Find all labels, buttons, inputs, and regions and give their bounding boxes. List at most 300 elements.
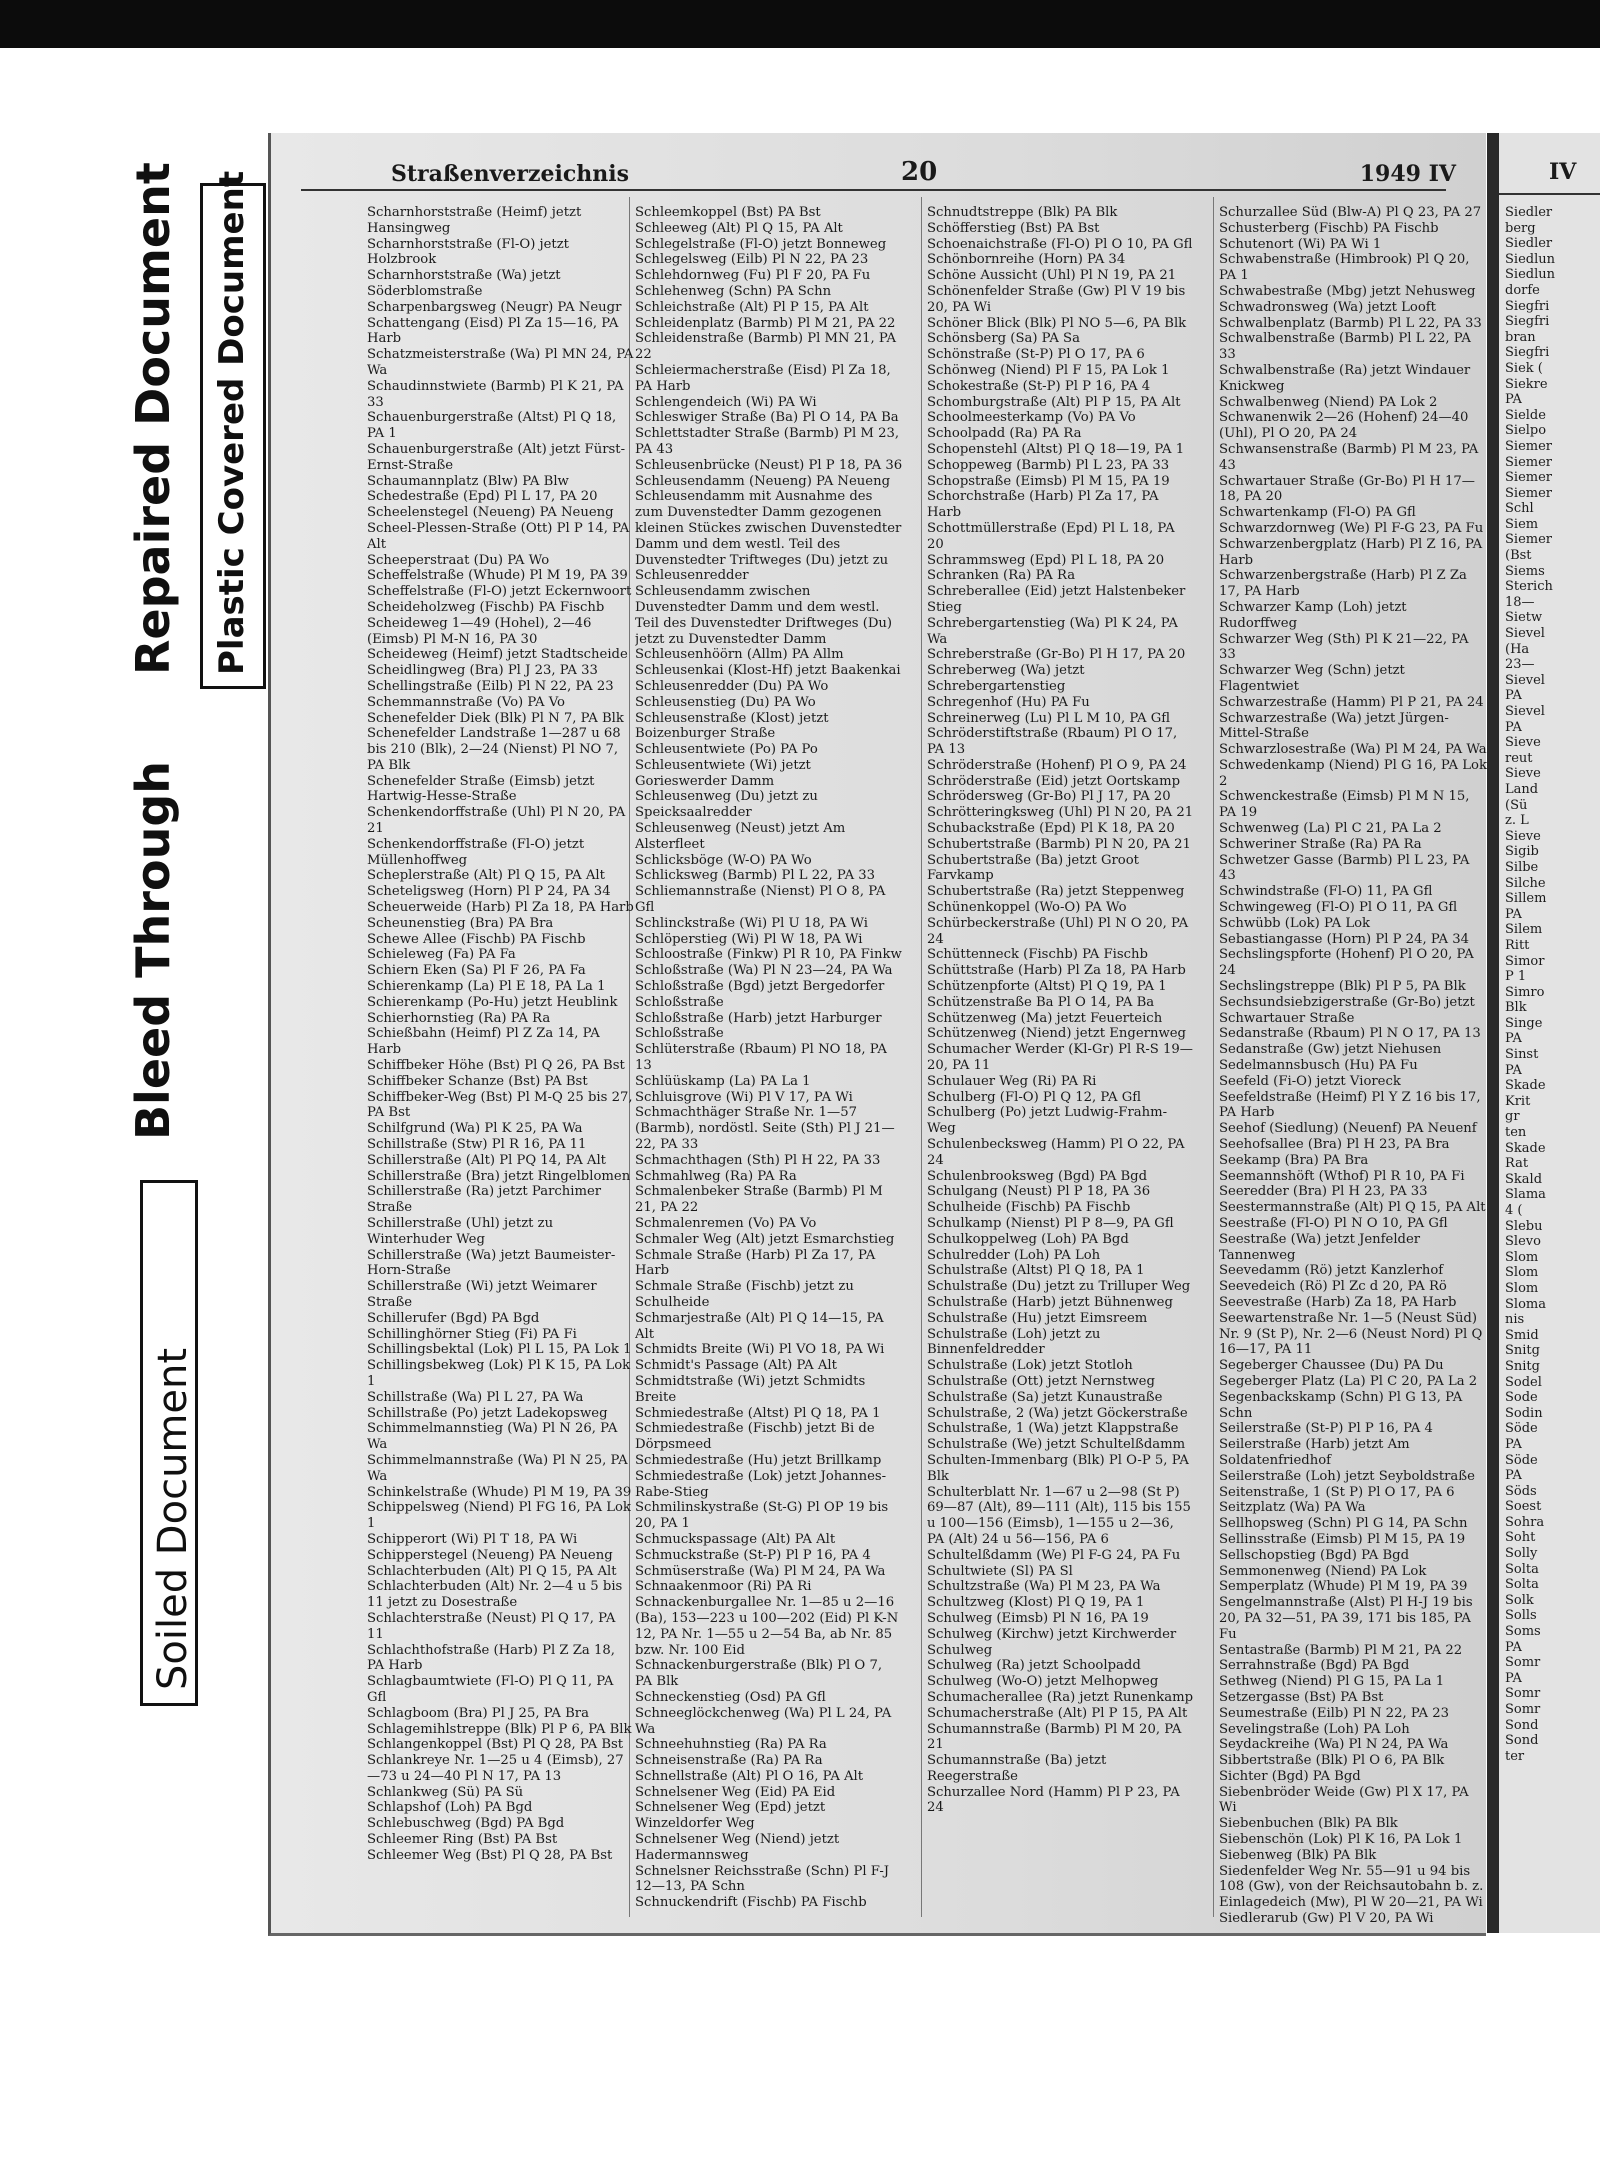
street-entry: Sichter (Bgd) PA Bgd — [1219, 1768, 1361, 1784]
street-entry: Schnelsener Weg (Niend) jetzt Hadermannsweg — [635, 1832, 840, 1863]
street-entry: Schokestraße (St-P) Pl P 16, PA 4 — [927, 378, 1151, 394]
street-entry: Schubertstraße (Barmb) Pl N 20, PA 21 — [927, 836, 1191, 852]
next-page-entry: Siedlun — [1505, 251, 1555, 267]
street-entry: Sengelmannstraße (Alst) Pl H-J 19 bis 20, PA 32—51, PA 39, 171 bis 185, PA Fu — [1219, 1595, 1473, 1642]
street-entry: Schenefelder Straße (Eimsb) jetzt Hartwig-Hesse-Straße — [367, 773, 595, 805]
street-entry: Schnelsener Weg (Eid) PA Eid — [635, 1784, 836, 1800]
street-entry: Schwarzestraße (Wa) jetzt Jürgen-Mittel-Straße — [1219, 710, 1449, 742]
page-header-title: Straßenverzeichnis — [391, 161, 629, 187]
page-gutter — [1487, 133, 1499, 1933]
street-entry: Schmiedestraße (Altst) Pl Q 18, PA 1 — [635, 1405, 881, 1421]
street-entry: Schloßstraße (Bgd) jetzt Bergedorfer Schloßstraße — [635, 979, 885, 1010]
street-entry: Schreberallee (Eid) jetzt Halstenbeker Stieg — [927, 584, 1186, 615]
street-entry: Schwalbenplatz (Barmb) Pl L 22, PA 33 — [1219, 315, 1482, 331]
street-entry: Schulredder (Loh) PA Loh — [927, 1247, 1101, 1263]
next-page-entry: 18— — [1505, 594, 1535, 610]
street-entry: Schmachthäger Straße Nr. 1—57 (Barmb), nordöstl. Seite (Sth) Pl J 21—22, PA 33 — [635, 1105, 895, 1153]
street-entry: Scharnhorststraße (Wa) jetzt Söderblomstraße — [367, 268, 561, 299]
next-page-entry: Snitg — [1505, 1358, 1540, 1374]
street-entry: Schliemannstraße (Nienst) Pl O 8, PA Gfl — [635, 884, 886, 916]
next-page-entry: Slom — [1505, 1280, 1539, 1296]
street-entry: Schönstraße (St-P) Pl O 17, PA 6 — [927, 347, 1145, 363]
street-entry: Schmale Straße (Harb) Pl Za 17, PA Harb — [635, 1247, 876, 1279]
street-entry: Schedestraße (Epd) Pl L 17, PA 20 — [367, 489, 598, 505]
next-page-entry: Siedlun — [1505, 267, 1555, 283]
street-entry: Segeberger Platz (La) Pl C 20, PA La 2 — [1219, 1373, 1478, 1389]
next-page-entry: Sielpo — [1505, 423, 1547, 439]
street-entry: Serrahnstraße (Bgd) PA Bgd — [1219, 1658, 1410, 1674]
street-entry: Sellschopstieg (Bgd) PA Bgd — [1219, 1547, 1410, 1563]
street-entry: Schrödersweg (Gr-Bo) Pl J 17, PA 20 — [927, 789, 1171, 805]
next-page-entry: Siek ( — [1505, 360, 1543, 376]
street-entry: Schulstraße, 2 (Wa) jetzt Göckerstraße — [927, 1405, 1188, 1421]
street-entry: Schulstraße (Harb) jetzt Bühnenweg — [927, 1294, 1173, 1310]
street-entry: Schultzstraße (Wa) Pl M 23, PA Wa — [927, 1579, 1161, 1595]
street-entry: Seydackreihe (Wa) Pl N 24, PA Wa — [1219, 1737, 1449, 1753]
street-entry: Schlachthofstraße (Harb) Pl Z Za 18, PA Harb — [367, 1642, 615, 1674]
street-entry: Schröderstraße (Eid) jetzt Oortskamp — [927, 773, 1181, 789]
street-entry: Siebenbröder Weide (Gw) Pl X 17, PA Wi — [1219, 1784, 1469, 1816]
street-entry: Schleidenplatz (Barmb) Pl M 21, PA 22 — [635, 315, 896, 331]
street-entry: Schierenkamp (Po-Hu) jetzt Heublink — [367, 994, 618, 1010]
next-page-entry: Sodel — [1505, 1374, 1542, 1390]
street-entry: Schultwiete (Sl) PA Sl — [927, 1563, 1073, 1579]
next-page-entry: Siegfri — [1505, 314, 1550, 330]
street-entry: Seilerstraße (Loh) jetzt Seyboldstraße — [1219, 1468, 1475, 1484]
next-page-entry: Land — [1505, 781, 1539, 797]
street-entry: Scheteligsweg (Horn) Pl P 24, PA 34 — [367, 884, 611, 900]
street-entry: Siebenbuchen (Blk) PA Blk — [1219, 1816, 1398, 1832]
next-page-entry: ten — [1505, 1125, 1527, 1141]
street-entry: Scheel-Plessen-Straße (Ott) Pl P 14, PA Alt — [367, 520, 630, 552]
street-entry: Seilerstraße (Harb) jetzt Am Soldatenfriedhof — [1219, 1437, 1410, 1468]
next-page-entry: Skade — [1505, 1078, 1546, 1094]
page-number: 20 — [901, 157, 938, 187]
street-entry: Schmilinskystraße (St-G) Pl OP 19 bis 20, PA 1 — [635, 1500, 889, 1532]
street-entry: Schützenpforte (Altst) Pl Q 19, PA 1 — [927, 979, 1167, 995]
street-entry: Schnackenburgerstraße (Blk) Pl O 7, PA Blk — [635, 1658, 883, 1690]
street-entry: Schüttenneck (Fischb) PA Fischb — [927, 947, 1148, 963]
street-entry: Schulstraße, 1 (Wa) jetzt Klappstraße — [927, 1421, 1179, 1437]
next-page-entry: Singe — [1505, 1015, 1543, 1031]
next-page-entry: Solta — [1505, 1577, 1539, 1593]
next-page-entry: dorfe — [1505, 282, 1540, 298]
street-entry: Schulweg (Ra) jetzt Schoolpadd — [927, 1658, 1141, 1674]
street-entry: Schwarzer Kamp (Loh) jetzt Rudorffweg — [1219, 599, 1407, 631]
next-page-entry: Siedler — [1505, 236, 1553, 252]
street-entry: Schleemkoppel (Bst) PA Bst — [635, 205, 821, 220]
next-page-entry: Siemer — [1505, 485, 1552, 501]
street-entry: Schmale Straße (Fischb) jetzt zu Schulheide — [635, 1279, 854, 1310]
street-entry: Schulenbecksweg (Hamm) Pl O 22, PA 24 — [927, 1137, 1185, 1168]
street-entry: Schulgang (Neust) Pl P 18, PA 36 — [927, 1184, 1151, 1200]
street-entry: Schweriner Straße (Ra) PA Ra — [1219, 836, 1422, 852]
street-entry: Schmiedestraße (Fischb) jetzt Bi de Dörpsmeed — [635, 1421, 875, 1453]
street-entry: Schnuckendrift (Fischb) PA Fischb — [635, 1895, 867, 1911]
next-page-entry: Sievel — [1505, 704, 1545, 719]
next-page-entry: Söde — [1505, 1452, 1538, 1468]
street-entry: Schaudinnstwiete (Barmb) Pl K 21, PA 33 — [367, 378, 624, 410]
street-entry: Siebenschön (Lok) Pl K 16, PA Lok 1 — [1219, 1832, 1463, 1848]
street-entry: Seeredder (Bra) Pl H 23, PA 33 — [1219, 1184, 1428, 1200]
street-entry: Setzergasse (Bst) PA Bst — [1219, 1689, 1384, 1705]
street-entry: Scharpenbargsweg (Neugr) PA Neugr — [367, 299, 622, 315]
scanner-border-top — [0, 0, 1600, 48]
street-entry: Schlengendeich (Wi) PA Wi — [635, 394, 817, 410]
street-entry: Schmuckspassage (Alt) PA Alt — [635, 1531, 836, 1547]
street-entry: Sevelingstraße (Loh) PA Loh — [1219, 1721, 1410, 1737]
page-header — [301, 157, 1456, 191]
street-entry: Sethweg (Niend) Pl G 15, PA La 1 — [1219, 1674, 1445, 1690]
street-entry: Schierenkamp (La) Pl E 18, PA La 1 — [367, 979, 606, 995]
street-entry: Schenefelder Diek (Blk) Pl N 7, PA Blk — [367, 710, 624, 726]
street-entry: Schützenweg (Ma) jetzt Feuerteich — [927, 1010, 1163, 1026]
street-entry: Schellingstraße (Eilb) Pl N 22, PA 23 — [367, 678, 614, 694]
next-page-entry: (Sü — [1505, 797, 1528, 813]
street-entry: Schleemer Ring (Bst) PA Bst — [367, 1832, 558, 1848]
street-entry: Schmahlweg (Ra) PA Ra — [635, 1168, 797, 1184]
street-entry: Schultelßdamm (We) Pl F-G 24, PA Fu — [927, 1547, 1181, 1563]
street-entry: Schleusendamm (Neueng) PA Neueng — [635, 473, 891, 489]
street-entry: Schnudtstreppe (Blk) PA Blk — [927, 205, 1118, 220]
street-entry: Schleusenstraße (Klost) jetzt Boizenburger Straße — [635, 710, 829, 742]
street-entry: Schrammsweg (Epd) Pl L 18, PA 20 — [927, 552, 1165, 568]
street-entry: Schillerstraße (Bra) jetzt Ringelblomen — [367, 1168, 631, 1184]
street-entry: Seevedamm (Rö) jetzt Kanzlerhof — [1219, 1263, 1444, 1279]
street-entry: Scheidlingweg (Bra) Pl J 23, PA 33 — [367, 663, 598, 679]
street-entry: Schwabestraße (Mbg) jetzt Nehusweg — [1219, 283, 1476, 299]
next-page-entry: z. L — [1505, 813, 1529, 829]
street-entry: Schiffbeker-Weg (Bst) Pl M-Q 25 bis 27, PA Bst — [367, 1089, 633, 1121]
next-page-fragment — [1499, 133, 1600, 1933]
street-entry: Seemannshöft (Wthof) Pl R 10, PA Fi — [1219, 1168, 1465, 1184]
next-page-entry: Söde — [1505, 1421, 1538, 1437]
street-entry: Schürbeckerstraße (Uhl) Pl N O 20, PA 24 — [927, 915, 1189, 947]
next-page-entry: PA — [1505, 1670, 1522, 1686]
next-page-entry: Sterich — [1505, 579, 1553, 595]
street-entry: Schranken (Ra) PA Ra — [927, 568, 1076, 584]
street-entry: Schillerstraße (Wa) jetzt Baumeister-Horn-Straße — [367, 1247, 616, 1279]
street-entry: Schulberg (Fl-O) Pl Q 12, PA Gfl — [927, 1089, 1142, 1105]
page-header-year: 1949 IV — [1359, 161, 1456, 187]
next-page-entry: reut — [1505, 750, 1533, 766]
next-page-entry: gr — [1505, 1109, 1520, 1125]
street-entry: Schlinckstraße (Wi) Pl U 18, PA Wi — [635, 915, 868, 931]
street-entry: Sedanstraße (Gw) jetzt Niehusen — [1219, 1042, 1442, 1058]
next-page-entry: 4 ( — [1505, 1203, 1523, 1218]
street-entry: Segenbackskamp (Schn) Pl G 13, PA Schn — [1219, 1389, 1463, 1421]
street-entry: Schrebergartenstieg (Wa) Pl K 24, PA Wa — [927, 615, 1178, 647]
next-page-entry: Simro — [1505, 984, 1545, 1000]
street-entry: Schöne Aussicht (Uhl) Pl N 19, PA 21 — [927, 268, 1177, 284]
column-divider — [1213, 197, 1214, 1917]
street-entry: Schwalbenstraße (Barmb) Pl L 22, PA 33 — [1219, 331, 1471, 363]
street-entry: Schloßstraße (Harb) jetzt Harburger Schloßstraße — [635, 1010, 882, 1042]
street-entry: Schlegelsweg (Eilb) Pl N 22, PA 23 — [635, 252, 869, 268]
street-entry: Schlagbaumtwiete (Fl-O) Pl Q 11, PA Gfl — [367, 1674, 614, 1705]
street-entry: Schulstraße (Hu) jetzt Eimsreem — [927, 1310, 1148, 1326]
street-entry: Schmarjestraße (Alt) Pl Q 14—15, PA Alt — [635, 1310, 884, 1342]
street-entry: Schillingsbektal (Lok) Pl L 15, PA Lok 1 — [367, 1342, 632, 1358]
street-entry: Schloostraße (Finkw) Pl R 10, PA Finkw — [635, 947, 902, 963]
next-page-entry: Ritt — [1505, 937, 1530, 953]
street-entry: Schmüserstraße (Wa) Pl M 24, PA Wa — [635, 1563, 886, 1579]
street-entry: Schillerstraße (Alt) Pl PQ 14, PA Alt — [367, 1152, 606, 1168]
street-entry: Schewe Allee (Fischb) PA Fischb — [367, 931, 586, 947]
next-page-entry: Solly — [1505, 1546, 1538, 1562]
street-entry: Schillerstraße (Ra) jetzt Parchimer Straße — [367, 1184, 602, 1216]
street-entry: Schwabenstraße (Himbrook) Pl Q 20, PA 1 — [1219, 252, 1470, 284]
street-entry: Scharnhorststraße (Heimf) jetzt Hansingweg — [367, 205, 582, 236]
street-entry: Seekamp (Bra) PA Bra — [1219, 1152, 1369, 1168]
street-entry: Schierhornstieg (Ra) PA Ra — [367, 1010, 551, 1026]
street-entry: Seehof (Siedlung) (Neuenf) PA Neuenf — [1219, 1121, 1477, 1137]
street-entry: Schillerufer (Bgd) PA Bgd — [367, 1310, 540, 1326]
street-entry: Schwanenwik 2—26 (Hohenf) 24—40 (Uhl), Pl O 20, PA 24 — [1219, 410, 1469, 442]
next-page-entry: Simor — [1505, 953, 1545, 969]
next-page-entry: Siem — [1505, 516, 1539, 532]
street-entry: Schumannstraße (Ba) jetzt Reegerstraße — [927, 1753, 1107, 1784]
street-entry: Schreberweg (Wa) jetzt Schrebergartenstieg — [927, 663, 1085, 694]
next-page-entry: Sietw — [1505, 610, 1543, 626]
street-entry: Semmonenweg (Niend) PA Lok — [1219, 1563, 1427, 1579]
street-entry: Seumestraße (Eilb) Pl N 22, PA 23 — [1219, 1705, 1450, 1721]
street-entry: Schwindstraße (Fl-O) 11, PA Gfl — [1219, 884, 1433, 900]
next-page-entry: Sievel — [1505, 626, 1545, 642]
label-plastic: Plastic Covered Document — [212, 170, 252, 675]
street-entry: Schwadronsweg (Wa) jetzt Looft — [1219, 299, 1436, 315]
street-entry: Schneisenstraße (Ra) PA Ra — [635, 1753, 823, 1769]
street-entry: Schießbahn (Heimf) Pl Z Za 14, PA Harb — [367, 1026, 600, 1058]
street-entry: Schwübb (Lok) PA Lok — [1219, 915, 1371, 931]
street-entry: Schrötteringksweg (Uhl) Pl N 20, PA 21 — [927, 805, 1194, 821]
street-entry: Sedelmannsbusch (Hu) PA Fu — [1219, 1058, 1418, 1074]
next-page-entry: Skade — [1505, 1140, 1546, 1156]
next-page-entry: Siemer — [1505, 454, 1552, 470]
label-repaired: Repaired Document — [126, 162, 180, 675]
street-entry: Schlangenkoppel (Bst) Pl Q 28, PA Bst — [367, 1737, 624, 1753]
street-entry: Schnelsner Reichsstraße (Schn) Pl F-J 12—13, PA Schn — [635, 1863, 890, 1895]
street-entry: Schillerstraße (Wi) jetzt Weimarer Straße — [367, 1279, 597, 1310]
street-entry: Schmidt's Passage (Alt) PA Alt — [635, 1358, 837, 1374]
street-entry: Schoppeweg (Barmb) Pl L 23, PA 33 — [927, 457, 1170, 473]
street-entry: Seewartenstraße Nr. 1—5 (Neust Süd) Nr. 9 (St P), Nr. 2—6 (Neust Nord) Pl Q 16—17, PA 11 — [1219, 1310, 1483, 1358]
street-entry: Schusterberg (Fischb) PA Fischb — [1219, 220, 1439, 236]
label-bleed-through: Bleed Through — [126, 760, 180, 1140]
street-entry: Schillingsbekweg (Lok) Pl K 15, PA Lok 1 — [367, 1358, 631, 1389]
street-entry: Schulkoppelweg (Loh) PA Bgd — [927, 1231, 1129, 1247]
street-entry: Schulterblatt Nr. 1—67 u 2—98 (St P) 69—87 (Alt), 89—111 (Alt), 115 bis 155 u 100—156 (Eimsb), 1—155 u 2—36, PA (Alt) 24 u 56—156, PA 6 — [927, 1484, 1191, 1547]
street-entry: Schnaakenmoor (Ri) PA Ri — [635, 1579, 812, 1595]
next-page-entry: nis — [1505, 1312, 1525, 1328]
street-entry: Schimmelmannstraße (Wa) Pl N 25, PA Wa — [367, 1452, 628, 1484]
street-entry: Schulstraße (Ott) jetzt Nernstweg — [927, 1373, 1155, 1389]
street-entry: Scheunenstieg (Bra) PA Bra — [367, 915, 554, 931]
next-page-entry: Schl — [1505, 501, 1534, 517]
street-entry: Schatzmeisterstraße (Wa) Pl MN 24, PA Wa — [367, 347, 634, 378]
street-entry: Schulweg (Kirchw) jetzt Kirchwerder Schulweg — [927, 1626, 1177, 1658]
street-entry: Schwedenkamp (Niend) Pl G 16, PA Lok 2 — [1219, 757, 1487, 789]
street-entry: Schillstraße (Stw) Pl R 16, PA 11 — [367, 1137, 587, 1153]
next-page-entry: Söds — [1505, 1483, 1537, 1499]
street-entry: Schloßstraße (Wa) Pl N 23—24, PA Wa — [635, 963, 893, 979]
street-entry: Schomburgstraße (Alt) Pl P 15, PA Alt — [927, 394, 1181, 410]
next-page-entry: Siekre — [1505, 376, 1548, 392]
street-entry: Schultzweg (Klost) Pl Q 19, PA 1 — [927, 1595, 1145, 1611]
next-page-entry: Rat — [1505, 1156, 1529, 1172]
street-entry: Schulweg (Eimsb) Pl N 16, PA 19 — [927, 1610, 1149, 1626]
next-page-entry: Sloma — [1505, 1296, 1546, 1312]
street-entry: Schoolmeesterkamp (Vo) PA Vo — [927, 410, 1136, 426]
street-entry: Scharnhorststraße (Fl-O) jetzt Holzbrook — [367, 236, 569, 268]
street-entry: Schnelsener Weg (Epd) jetzt Winzeldorfer Weg — [635, 1800, 826, 1832]
next-page-entry: Sond — [1505, 1733, 1539, 1749]
street-entry: Siedlerarub (Gw) Pl V 20, PA Wi — [1219, 1911, 1434, 1927]
next-page-entry: bran — [1505, 329, 1536, 345]
street-entry: Schumacherstraße (Alt) Pl P 15, PA Alt — [927, 1705, 1188, 1721]
street-entry: Sechslingstreppe (Blk) Pl P 5, PA Blk — [1219, 979, 1466, 995]
street-entry: Scheideweg (Heimf) jetzt Stadtscheide — [367, 647, 628, 663]
next-page-entry: Krit — [1505, 1093, 1531, 1109]
street-entry: Schlankweg (Sü) PA Sü — [367, 1784, 524, 1800]
next-page-entry: Blk — [1505, 1000, 1527, 1016]
street-entry: Schregenhof (Hu) PA Fu — [927, 694, 1090, 710]
street-entry: Schmalenbeker Straße (Barmb) Pl M 21, PA 22 — [635, 1184, 883, 1216]
next-page-entry: Soest — [1505, 1499, 1542, 1515]
street-entry: Schinkelstraße (Whude) Pl M 19, PA 39 — [367, 1484, 632, 1500]
street-entry: Schlehdornweg (Fu) Pl F 20, PA Fu — [635, 268, 871, 284]
next-page-entry: PA — [1505, 392, 1522, 408]
street-entry: Schmachthagen (Sth) Pl H 22, PA 33 — [635, 1152, 881, 1168]
next-page-entry: PA — [1505, 1468, 1522, 1484]
next-page-entry: Snitg — [1505, 1343, 1540, 1359]
next-page-entry: Somr — [1505, 1702, 1541, 1717]
street-entry: Schattengang (Eisd) Pl Za 15—16, PA Harb — [367, 315, 619, 347]
next-page-entry: Sievel — [1505, 672, 1545, 688]
next-page-entry: Somr — [1505, 1686, 1541, 1702]
street-entry: Schauenburgerstraße (Altst) Pl Q 18, PA 1 — [367, 410, 617, 442]
street-entry: Seilerstraße (St-P) Pl P 16, PA 4 — [1219, 1421, 1433, 1437]
next-page-entry: PA — [1505, 1062, 1522, 1078]
street-entry: Schneehuhnstieg (Ra) PA Ra — [635, 1737, 827, 1753]
street-entry: Schwenweg (La) Pl C 21, PA La 2 — [1219, 821, 1442, 837]
street-entry: Schieleweg (Fa) PA Fa — [367, 947, 516, 963]
street-entry: Schenkendorffstraße (Uhl) Pl N 20, PA 21 — [367, 805, 626, 837]
next-page-entry: 23— — [1505, 657, 1535, 673]
street-entry: Schottmüllerstraße (Epd) Pl L 18, PA 20 — [927, 520, 1175, 552]
street-entry: Siebenweg (Blk) PA Blk — [1219, 1847, 1377, 1863]
street-entry: Schlagboom (Bra) Pl J 25, PA Bra — [367, 1705, 589, 1721]
street-entry: Schleusentwiete (Po) PA Po — [635, 742, 818, 758]
next-page-entry: Slama — [1505, 1187, 1546, 1203]
street-entry: Schenkendorffstraße (Fl-O) jetzt Müllenhoffweg — [367, 836, 585, 868]
street-entry: Schleusenkai (Klost-Hf) jetzt Baakenkai — [635, 663, 901, 679]
next-page-entry: Siegfri — [1505, 298, 1550, 314]
street-entry: Schillerstraße (Uhl) jetzt zu Winterhuder Weg — [367, 1216, 554, 1247]
street-entry: Schlebuschweg (Bgd) PA Bgd — [367, 1816, 565, 1832]
next-page-entry: Soms — [1505, 1624, 1541, 1640]
street-entry: Schopstraße (Eimsb) Pl M 15, PA 19 — [927, 473, 1170, 489]
street-entry: Schumacherallee (Ra) jetzt Runenkamp — [927, 1689, 1194, 1705]
street-entry: Schmidts Breite (Wi) Pl VO 18, PA Wi — [635, 1342, 885, 1358]
street-entry: Schöner Blick (Blk) Pl NO 5—6, PA Blk — [927, 315, 1187, 331]
street-entry: Schopenstehl (Altst) Pl Q 18—19, PA 1 — [927, 441, 1185, 457]
street-entry: Schleidenstraße (Barmb) Pl MN 21, PA 22 — [635, 331, 897, 363]
next-page-entry: Sode — [1505, 1390, 1538, 1406]
street-entry: Schönweg (Niend) Pl F 15, PA Lok 1 — [927, 362, 1170, 378]
street-entry: Schmalenremen (Vo) PA Vo — [635, 1216, 817, 1231]
street-entry: Schauenburgerstraße (Alt) jetzt Fürst-Ernst-Straße — [367, 441, 626, 473]
label-soiled: Soiled Document — [150, 1347, 196, 1690]
next-page-entry: Siegfri — [1505, 345, 1550, 361]
next-page-entry: PA — [1505, 906, 1522, 922]
next-page-entry: Siemer — [1505, 438, 1552, 454]
scanned-page — [268, 133, 1486, 1936]
next-page-header: IV — [1549, 159, 1577, 185]
next-page-entry: Slom — [1505, 1265, 1539, 1281]
street-entry: Scheffelstraße (Whude) Pl M 19, PA 39 — [367, 568, 628, 584]
street-entry: Siedenfelder Weg Nr. 55—91 u 94 bis 108 (Gw), von der Reichsautobahn b. z. Einlagedeich (Mw), Pl W 20—21, PA Wi — [1219, 1863, 1484, 1911]
next-page-entry: Sieve — [1505, 766, 1541, 782]
street-entry: Schlettstadter Straße (Barmb) Pl M 23, PA 43 — [635, 426, 900, 457]
next-page-entry: PA — [1505, 688, 1522, 704]
street-entry: Schlegelstraße (Fl-O) jetzt Bonneweg — [635, 236, 887, 252]
street-entry: Schubackstraße (Epd) Pl K 18, PA 20 — [927, 821, 1175, 837]
next-page-entry: Siedler — [1505, 205, 1553, 220]
next-page-entry: Sielde — [1505, 407, 1546, 423]
street-entry: Schleusenhöörn (Allm) PA Allm — [635, 647, 844, 663]
street-entry: Scheideholzweg (Fischb) PA Fischb — [367, 599, 605, 615]
street-entry: Schwalbenstraße (Ra) jetzt Windauer Knickweg — [1219, 362, 1471, 394]
street-entry: Schneeglöckchenweg (Wa) Pl L 24, PA Wa — [635, 1705, 892, 1737]
street-entry: Seestraße (Wa) jetzt Jenfelder Tannenweg — [1219, 1231, 1421, 1263]
street-column-1 — [367, 205, 635, 1864]
street-entry: Schützenstraße Ba Pl O 14, PA Ba — [927, 994, 1155, 1010]
next-page-entry: (Bst — [1505, 548, 1532, 564]
street-entry: Scheelenstegel (Neueng) PA Neueng — [367, 505, 614, 521]
next-page-entry: Sinst — [1505, 1047, 1539, 1063]
street-entry: Schiern Eken (Sa) Pl F 26, PA Fa — [367, 963, 586, 979]
street-entry: Schlüüskamp (La) PA La 1 — [635, 1073, 811, 1089]
street-entry: Schoenaichstraße (Fl-O) Pl O 10, PA Gfl — [927, 236, 1193, 252]
street-entry: Schlöperstieg (Wi) Pl W 18, PA Wi — [635, 931, 863, 947]
next-page-entry: Somr — [1505, 1655, 1541, 1671]
street-entry: Schlehenweg (Schn) PA Schn — [635, 283, 832, 299]
next-page-entry: Sieve — [1505, 735, 1541, 751]
street-entry: Schlapshof (Loh) PA Bgd — [367, 1800, 533, 1816]
street-entry: Schwansenstraße (Barmb) Pl M 23, PA 43 — [1219, 441, 1479, 473]
street-entry: Schurzallee Süd (Blw-A) Pl Q 23, PA 27 — [1219, 205, 1482, 220]
next-page-entry: Silem — [1505, 922, 1543, 938]
street-entry: Seestermannstraße (Alt) Pl Q 15, PA Alt — [1219, 1200, 1486, 1216]
street-entry: Schleusenredder (Du) PA Wo — [635, 678, 829, 694]
street-entry: Schillstraße (Po) jetzt Ladekopsweg — [367, 1405, 608, 1421]
street-entry: Schönbornreihe (Horn) PA 34 — [927, 252, 1126, 268]
next-page-entry: Slevo — [1505, 1234, 1541, 1250]
street-entry: Schmaler Weg (Alt) jetzt Esmarchstieg — [635, 1231, 895, 1247]
street-entry: Schleswiger Straße (Ba) Pl O 14, PA Ba — [635, 410, 899, 426]
street-entry: Sebastiangasse (Horn) Pl P 24, PA 34 — [1219, 931, 1470, 947]
street-entry: Sibbertstraße (Blk) Pl O 6, PA Blk — [1219, 1753, 1445, 1769]
next-page-entry: Soht — [1505, 1530, 1536, 1546]
street-entry: Schwarzenbergstraße (Harb) Pl Z Za 17, PA Harb — [1219, 568, 1467, 600]
street-entry: Schleusentwiete (Wi) jetzt Gorieswerder Damm — [635, 757, 811, 789]
street-entry: Schünenkoppel (Wo-O) PA Wo — [927, 900, 1127, 916]
street-entry: Schwarzlosestraße (Wa) Pl M 24, PA Wa — [1219, 742, 1487, 758]
street-entry: Seitenstraße, 1 (St P) Pl O 17, PA 6 — [1219, 1484, 1455, 1500]
street-entry: Schulheide (Fischb) PA Fischb — [927, 1200, 1131, 1216]
street-entry: Schwartenkamp (Fl-O) PA Gfl — [1219, 505, 1416, 521]
